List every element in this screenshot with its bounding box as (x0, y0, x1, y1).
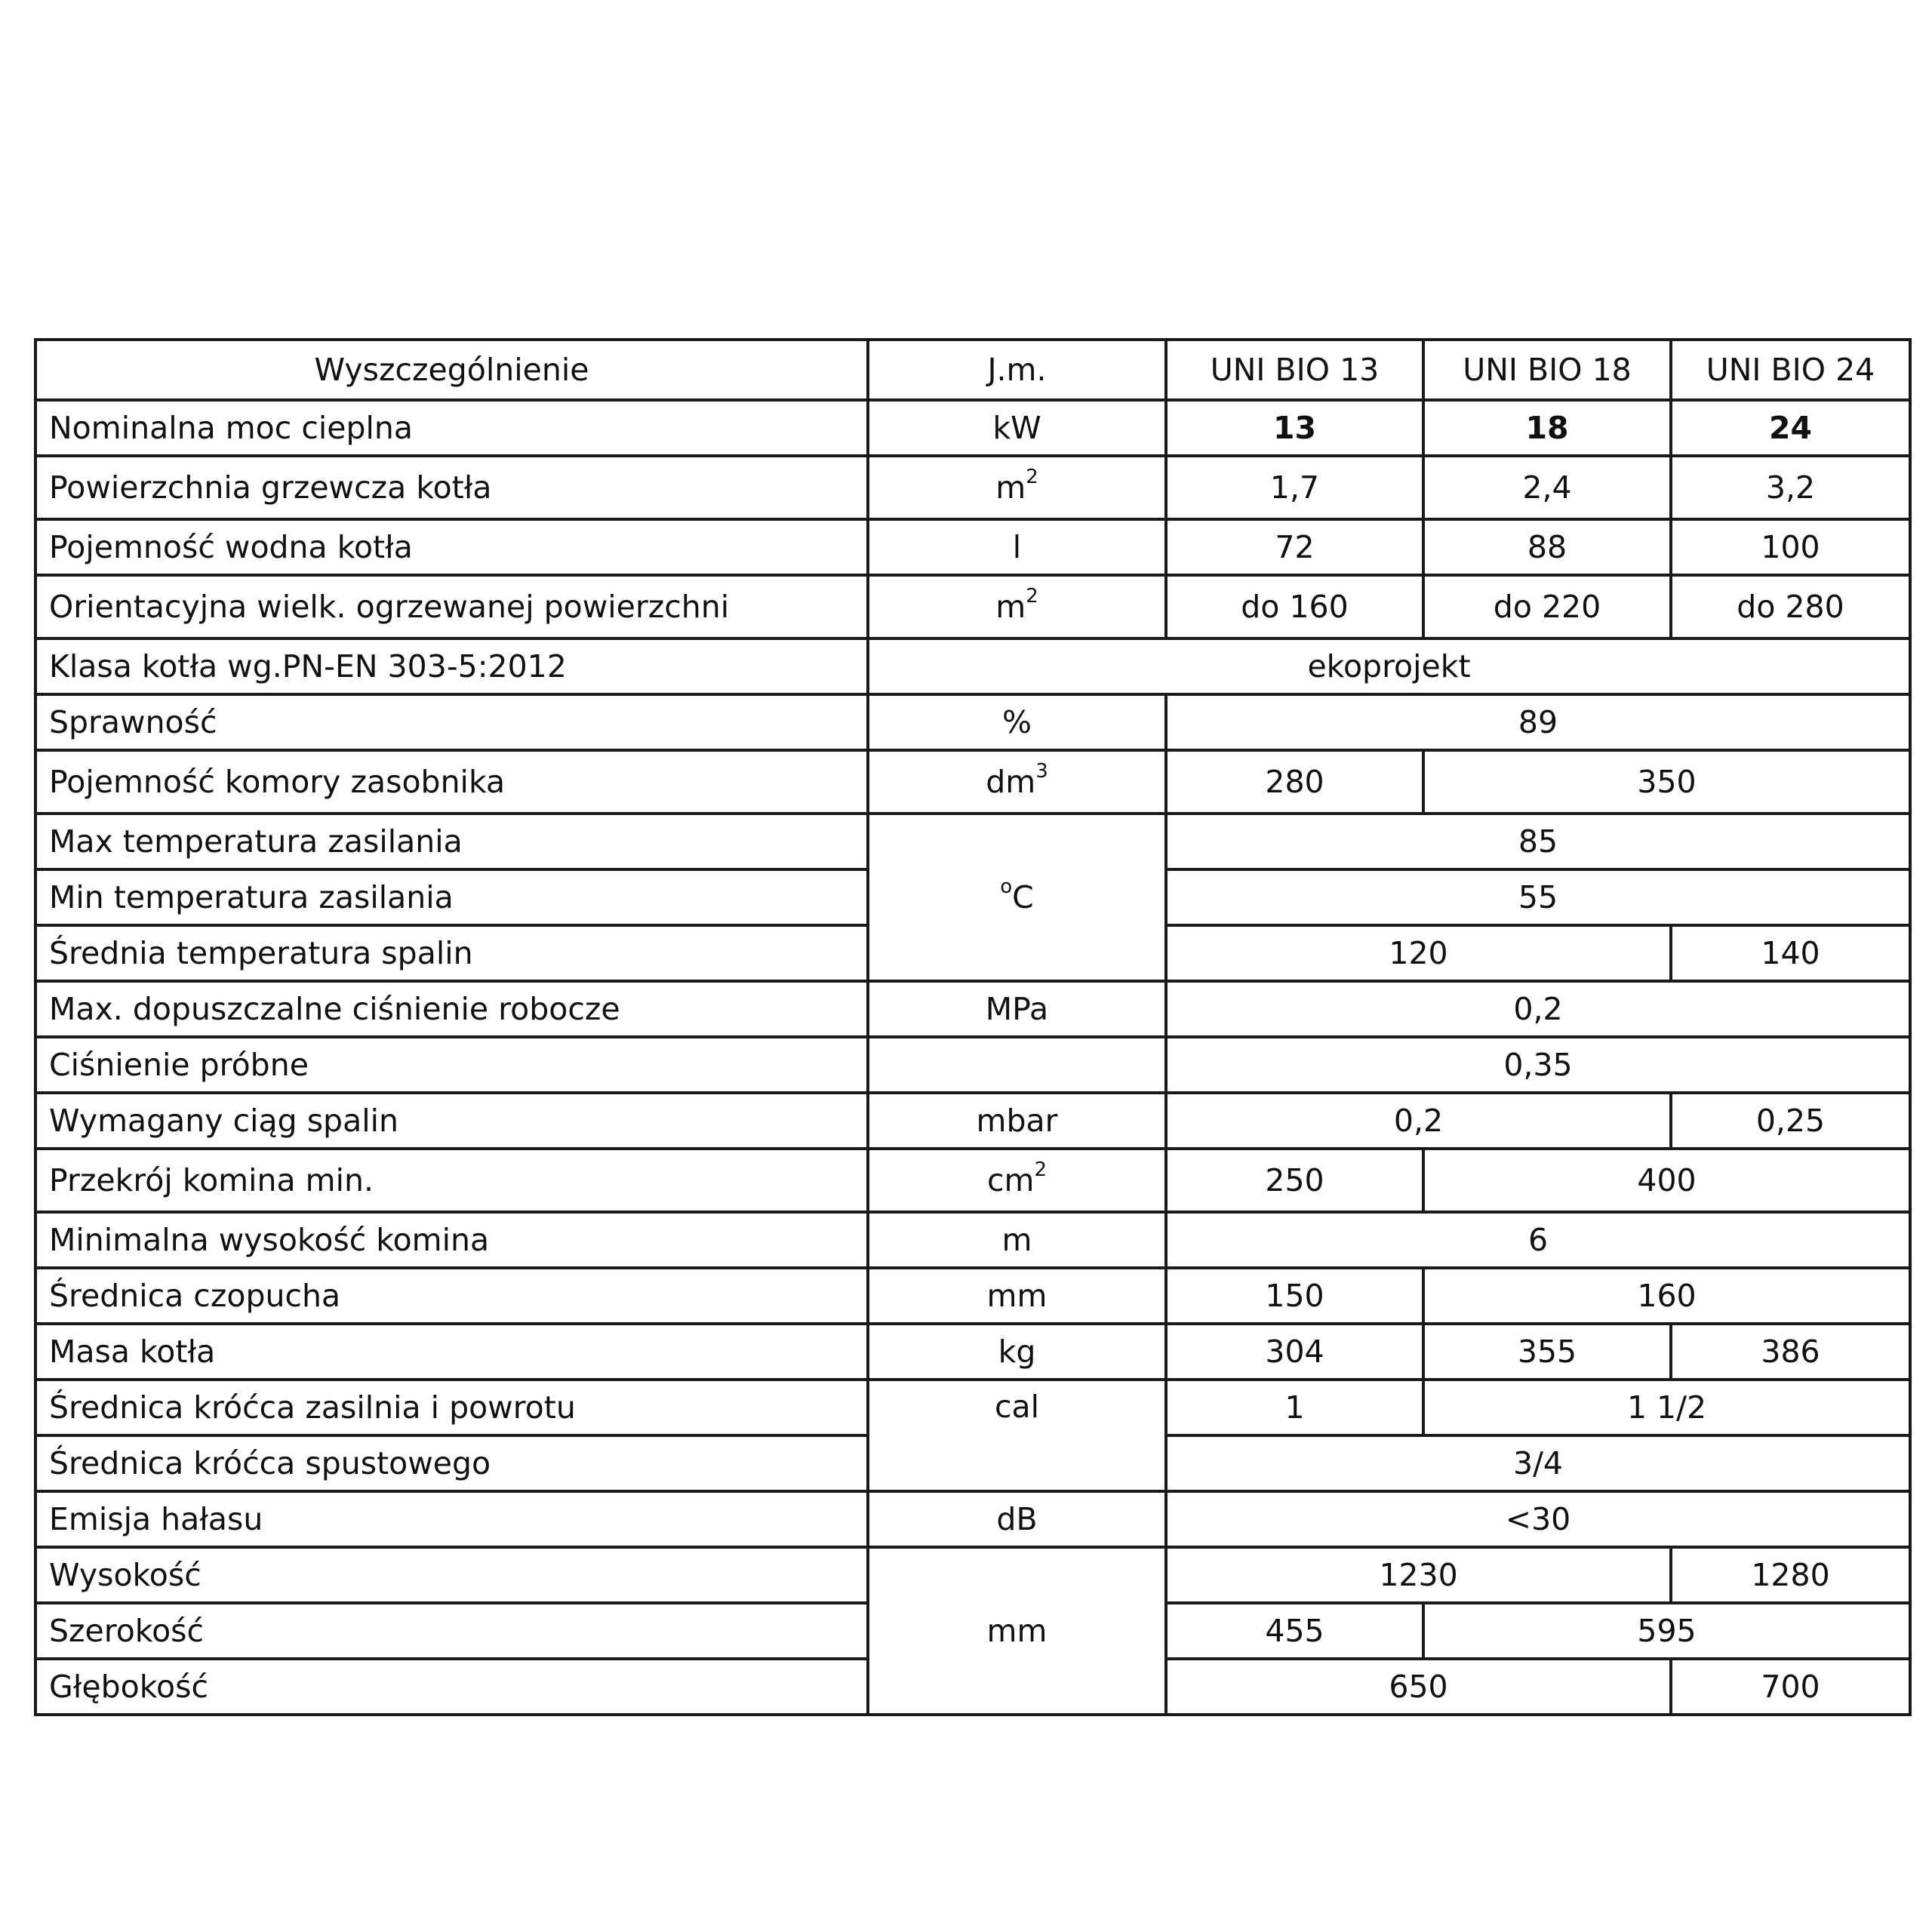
value-cell: 3,2 (1671, 456, 1910, 519)
header-model-18: UNI BIO 18 (1423, 340, 1671, 400)
row-nominal-power (35, 400, 1910, 456)
row-label: Orientacyjna wielk. ogrzewanej powierzchni (35, 575, 868, 638)
value-cell: 160 (1423, 1268, 1910, 1324)
row-draft (35, 1093, 1910, 1149)
row-label: Pojemność komory zasobnika (35, 750, 868, 814)
row-supply-return-diameter (35, 1380, 1910, 1435)
row-heated-area (35, 575, 1910, 638)
row-max-pressure (35, 981, 1910, 1037)
header-row (35, 340, 1910, 400)
unit-cell: mm (868, 1547, 1166, 1715)
row-chimney-height (35, 1212, 1910, 1268)
row-label: Emisja hałasu (35, 1491, 868, 1547)
value-cell: 304 (1166, 1324, 1423, 1380)
unit-base: dm (986, 763, 1036, 800)
row-max-supply-temp (35, 814, 1910, 869)
unit-cell: m (868, 1212, 1166, 1268)
unit-cell: kg (868, 1324, 1166, 1380)
row-heating-surface (35, 456, 1910, 519)
header-spec: Wyszczególnienie (35, 340, 868, 400)
value-cell: ekoprojekt (868, 638, 1910, 694)
value-cell: 89 (1166, 694, 1910, 750)
row-label: Średnica króćca zasilnia i powrotu (35, 1380, 868, 1435)
value-cell: 386 (1671, 1324, 1910, 1380)
unit-cell: cal (868, 1380, 1166, 1491)
row-chimney-section (35, 1149, 1910, 1212)
row-label: Wymagany ciąg spalin (35, 1093, 868, 1149)
row-label: Wysokość (35, 1547, 868, 1603)
unit-base: m (995, 588, 1026, 625)
value-cell: 140 (1671, 925, 1910, 981)
value-cell: 24 (1671, 400, 1910, 456)
row-label: Ciśnienie próbne (35, 1037, 868, 1093)
value-cell: 455 (1166, 1603, 1423, 1659)
value-cell: 72 (1166, 519, 1423, 575)
unit-base: m (995, 469, 1026, 506)
unit-superscript: 2 (1034, 1158, 1048, 1181)
row-label: Sprawność (35, 694, 868, 750)
header-unit: J.m. (868, 340, 1166, 400)
value-cell: 355 (1423, 1324, 1671, 1380)
value-cell: 6 (1166, 1212, 1910, 1268)
unit-cell (868, 575, 1166, 638)
unit-cell: MPa (868, 981, 1166, 1037)
row-label: Pojemność wodna kotła (35, 519, 868, 575)
row-test-pressure (35, 1037, 1910, 1093)
unit-cell (868, 750, 1166, 814)
value-cell: 150 (1166, 1268, 1423, 1324)
unit-cell: mm (868, 1268, 1166, 1324)
row-label: Powierzchnia grzewcza kotła (35, 456, 868, 519)
row-efficiency (35, 694, 1910, 750)
value-cell: 1 1/2 (1423, 1380, 1910, 1435)
unit-cell (868, 1149, 1166, 1212)
value-cell: 595 (1423, 1603, 1910, 1659)
value-cell: 18 (1423, 400, 1671, 456)
unit-cell: % (868, 694, 1166, 750)
unit-cell: kW (868, 400, 1166, 456)
row-label: Minimalna wysokość komina (35, 1212, 868, 1268)
unit-superscript: o (1000, 875, 1013, 898)
value-cell: 3/4 (1166, 1435, 1910, 1491)
value-cell: 0,25 (1671, 1093, 1910, 1149)
row-water-capacity (35, 519, 1910, 575)
row-label: Średnica czopucha (35, 1268, 868, 1324)
row-label: Max temperatura zasilania (35, 814, 868, 869)
unit-cell: dB (868, 1491, 1166, 1547)
row-height (35, 1547, 1910, 1603)
row-noise (35, 1491, 1910, 1547)
row-flue-diameter (35, 1268, 1910, 1324)
value-cell: 280 (1166, 750, 1423, 814)
value-cell: 400 (1423, 1149, 1910, 1212)
value-cell: 0,35 (1166, 1037, 1910, 1093)
row-label: Max. dopuszczalne ciśnienie robocze (35, 981, 868, 1037)
value-cell: <30 (1166, 1491, 1910, 1547)
row-mass (35, 1324, 1910, 1380)
value-cell: do 220 (1423, 575, 1671, 638)
unit-cell: mbar (868, 1093, 1166, 1149)
value-cell: 1,7 (1166, 456, 1423, 519)
unit-base: C (1012, 878, 1034, 915)
header-model-13: UNI BIO 13 (1166, 340, 1423, 400)
spec-table (34, 338, 1912, 1716)
row-hopper-capacity (35, 750, 1910, 814)
value-cell: 0,2 (1166, 981, 1910, 1037)
header-model-24: UNI BIO 24 (1671, 340, 1910, 400)
unit-base: cm (986, 1161, 1035, 1198)
unit-cell (868, 456, 1166, 519)
row-boiler-class (35, 638, 1910, 694)
value-cell: 650 (1166, 1659, 1671, 1715)
unit-superscript: 3 (1035, 759, 1048, 783)
row-label: Masa kotła (35, 1324, 868, 1380)
unit-superscript: 2 (1026, 584, 1038, 608)
row-label: Średnica króćca spustowego (35, 1435, 868, 1491)
unit-cell: l (868, 519, 1166, 575)
unit-cell (868, 814, 1166, 981)
value-cell: 55 (1166, 869, 1910, 925)
row-label: Przekrój komina min. (35, 1149, 868, 1212)
row-label: Średnia temperatura spalin (35, 925, 868, 981)
unit-cell (868, 1037, 1166, 1093)
row-label: Nominalna moc cieplna (35, 400, 868, 456)
value-cell: 250 (1166, 1149, 1423, 1212)
value-cell: 1230 (1166, 1547, 1671, 1603)
row-label: Klasa kotła wg.PN-EN 303-5:2012 (35, 638, 868, 694)
row-label: Głębokość (35, 1659, 868, 1715)
row-label: Szerokość (35, 1603, 868, 1659)
value-cell: 0,2 (1166, 1093, 1671, 1149)
value-cell: 13 (1166, 400, 1423, 456)
value-cell: 1 (1166, 1380, 1423, 1435)
value-cell: 1280 (1671, 1547, 1910, 1603)
value-cell: 88 (1423, 519, 1671, 575)
value-cell: do 160 (1166, 575, 1423, 638)
value-cell: 700 (1671, 1659, 1910, 1715)
value-cell: 100 (1671, 519, 1910, 575)
row-label: Min temperatura zasilania (35, 869, 868, 925)
value-cell: 85 (1166, 814, 1910, 869)
unit-superscript: 2 (1026, 465, 1038, 488)
value-cell: do 280 (1671, 575, 1910, 638)
value-cell: 120 (1166, 925, 1671, 981)
value-cell: 350 (1423, 750, 1910, 814)
value-cell: 2,4 (1423, 456, 1671, 519)
